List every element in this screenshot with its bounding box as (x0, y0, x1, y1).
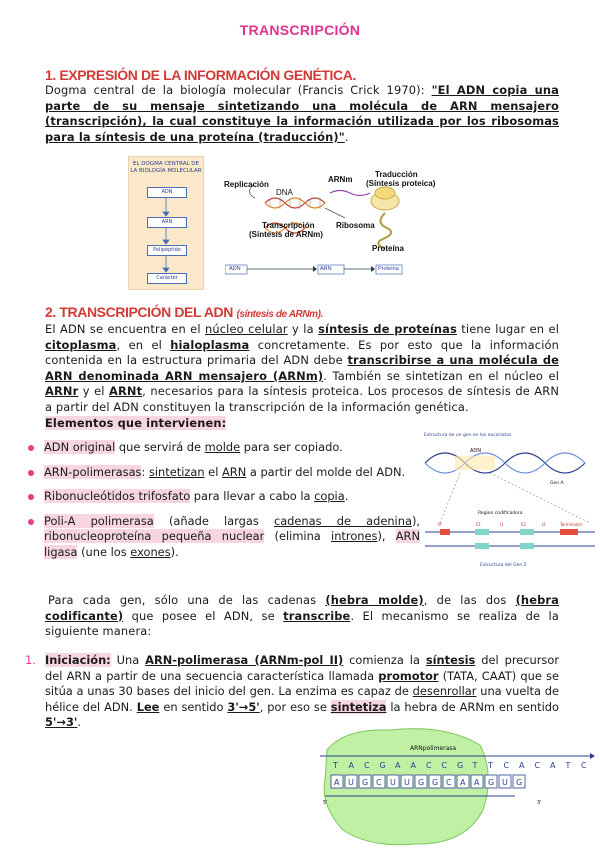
section-2-heading-main: 2. TRANSCRIPCIÓN DEL ADN (45, 304, 233, 320)
bullet-term: ARN-polimerasas (44, 464, 142, 479)
label-dna: DNA (276, 188, 293, 197)
step-term: 5'→3' (45, 715, 78, 730)
step-text-part: (TATA, CAAT) que se sitúa a unas 30 bases del inicio del gen. La enzima es capaz de (45, 668, 559, 699)
dogma-box-polipeptido: Polipéptido (147, 245, 187, 256)
bullet-term: ARN ligasa (44, 529, 420, 559)
bullet-term: ARN (221, 464, 247, 479)
bullet-term: cadenas de adenina (273, 513, 412, 528)
s2-term-transcribirse: transcribirse a una molécula de ARN denominada ARN mensajero (ARNm) (45, 353, 559, 383)
label-replicacion: Replicación (224, 180, 269, 189)
gene-structure-svg (420, 428, 600, 570)
list-item (25, 489, 420, 505)
rna-base: U (502, 778, 508, 787)
rna-base: A (460, 778, 466, 787)
dna-base: T (333, 761, 338, 770)
s2-text: y el (78, 384, 109, 399)
s2-text: tiene lugar en el (456, 322, 560, 336)
bullet-text: . (344, 489, 349, 503)
section-2-heading-small: (síntesis de ARNm). (236, 309, 323, 320)
bullet-text: que servirá de (115, 440, 205, 454)
dna-base: C (503, 761, 510, 770)
bullet-text: a partir del molde del ADN. (246, 464, 406, 479)
step-term: Lee (136, 699, 160, 714)
step-text-part: comienza la (343, 653, 426, 667)
fig3-code: I2 (542, 522, 546, 527)
step-term: Iniciación: (45, 653, 111, 667)
dna-base: A (550, 761, 556, 770)
s2-text: concretamente. Es por esto que la información contenida en la estructura primaria del ADN debe (45, 337, 559, 368)
fig4-end-left: 5' (323, 800, 328, 806)
fig3-code: Terminador (560, 522, 583, 527)
dna-base: A (395, 761, 401, 770)
list-item (25, 440, 420, 456)
rna-base: C (446, 778, 452, 787)
s2-text: . También se sintetizan en el núcleo el (323, 368, 560, 383)
dna-base: A (519, 761, 525, 770)
step-term: síntesis (425, 653, 476, 667)
label-arnm: ARNm (328, 175, 353, 184)
s2-term-citoplasma: citoplasma (45, 337, 117, 352)
section-1-paragraph (45, 83, 559, 145)
step-term: sintetiza (330, 699, 387, 714)
s2-text: El ADN se encuentra en el (45, 322, 206, 336)
bullet-term: Ribonucleótidos trifosfato (44, 489, 191, 503)
bullet-text: ), (377, 529, 396, 543)
p3-text: . El mecanismo se realiza de la siguiente manera: (45, 608, 560, 639)
p3-term-hebra-codificante: (hebra codificante) (45, 593, 559, 623)
step-term: ARN-polimerasa (ARNm-pol II) (145, 653, 344, 667)
bullet-term: ribonucleoproteína pequeña nuclear (44, 529, 265, 543)
gene-structure-figure (420, 428, 600, 570)
dogma-caption: EL DOGMA CENTRAL DE LA BIOLOGÍA MOLECULAR (130, 161, 202, 174)
dogma-box-caracter: Carácter (147, 273, 187, 284)
dna-base: C (426, 761, 432, 770)
rna-polymerase-svg (315, 720, 600, 848)
s2-term-hialoplasma: hialoplasma (170, 337, 250, 352)
fig3-code: E2 (521, 522, 527, 527)
step-number: 1. (25, 653, 36, 667)
dna-base: A (348, 761, 354, 770)
rna-base: A (474, 778, 480, 787)
label-ribosoma: Ribosoma (336, 221, 375, 230)
bullet-text: (elimina (264, 529, 332, 543)
dogma-diagram (128, 156, 204, 290)
elements-title: Elementos que intervienen: (45, 415, 227, 430)
s2-term-arnr: ARNr (45, 384, 79, 399)
s2-text: y la (287, 322, 319, 336)
bullet-term: ADN original (44, 440, 116, 454)
p3-term-transcribe: transcribe (283, 608, 351, 623)
s2-text: , en el (116, 337, 171, 352)
rna-base: G (362, 778, 369, 787)
rna-base: C (376, 778, 382, 787)
rna-base: G (516, 778, 523, 787)
dna-base: C (364, 761, 370, 770)
step-term: promotor (378, 668, 439, 683)
dna-base: C (441, 761, 448, 770)
dna-base: C (581, 761, 587, 770)
label-proteina: Proteína (372, 244, 405, 253)
bullet-term: copia (314, 489, 345, 503)
flow-proteina: Proteína (378, 266, 399, 272)
s1-intro: Dogma central de la biología molecular (Francis Crick 1970): (45, 83, 432, 97)
rna-base: G (418, 778, 425, 787)
label-traduccion: Traducción (375, 170, 418, 179)
dogma-box-adn: ADN (147, 187, 187, 198)
label-transcripcion: Transcripción (262, 221, 315, 230)
dna-base: C (534, 761, 541, 770)
flow-adn: ADN (229, 266, 241, 272)
section-2-heading (45, 304, 323, 320)
s1-end: . (344, 129, 349, 144)
dogma-arrows (129, 157, 203, 289)
bullet-text: para ser copiado. (240, 440, 343, 454)
bullet-text: ), (411, 513, 421, 528)
step-text-part: una vuelta de hélice del ADN. (45, 684, 559, 714)
page-title: TRANSCRIPCIÓN (239, 22, 361, 38)
dna-base: T (472, 761, 478, 770)
bullet-term: sintetizan (148, 464, 205, 479)
p3-term-hebra-molde: (hebra molde) (325, 593, 424, 607)
step-text-part: la hebra de ARNm en sentido (386, 699, 559, 714)
dna-base: G (457, 761, 464, 770)
bullet-text: para llevar a cabo la (190, 489, 315, 503)
paragraph-hebras (45, 593, 559, 640)
step-text-part: del precursor del ARN a partir de una secuencia característica llamada (45, 653, 560, 683)
elements-list (25, 440, 420, 569)
fig3-caption-mid: Region codificadora (478, 511, 523, 516)
flow-arn: ARN (320, 266, 332, 272)
fig4-end-right: 3' (537, 800, 542, 806)
s2-text: , necesarios para la síntesis proteica. Los procesos de síntesis de ARN a partir del ADN constituyen la transcripción de la información genética. (45, 384, 559, 414)
bullet-text: el (204, 464, 222, 479)
bullet-term: Poli-A polimerasa (44, 513, 154, 528)
dna-base: T (488, 761, 493, 770)
fig4-label: ARNpolimerasa (410, 745, 457, 752)
step-text-part: , por eso se (259, 699, 331, 714)
step-term: 3'→5' (227, 699, 260, 714)
step-text-part: Una (110, 653, 146, 667)
s1-quote: "El ADN copia una parte de su mensaje sintetizando una molécula de ARN mensajero (transcripción), la cual constituye la información utilizada por los ribosomas para la síntesis de una proteína (traducción)" (45, 83, 559, 144)
bullet-text: : (141, 464, 149, 479)
label-sintesis-arnm: (Síntesis de ARNm) (249, 230, 323, 239)
bullet-term: exones (130, 544, 171, 559)
section-2-paragraph (45, 322, 559, 431)
rna-base: U (348, 778, 354, 787)
dna-base: T (565, 761, 571, 770)
fig3-gen-label: Gen A (550, 481, 564, 486)
list-item (25, 465, 420, 481)
bullet-text: (añade largas (153, 513, 274, 528)
fig3-code: E1 (476, 522, 482, 527)
rna-base: G (488, 778, 495, 787)
rna-polymerase-figure (315, 720, 600, 848)
fig3-adn-label: ADN (470, 448, 482, 454)
s2-term-sintesis: síntesis de proteínas (318, 322, 457, 336)
label-sintesis-proteica: (Síntesis proteica) (366, 179, 436, 188)
bullet-text: (une los (77, 544, 131, 559)
step-text-part: en sentido (159, 699, 228, 714)
dna-base: G (379, 761, 386, 770)
section-1-heading: 1. EXPRESIÓN DE LA INFORMACIÓN GENÉTICA. (45, 67, 356, 83)
bullet-term: intrones (331, 529, 378, 543)
p3-text: , de las dos (423, 593, 516, 607)
fig3-code: PI (438, 522, 442, 527)
step-term: desenrollar (412, 684, 477, 699)
rna-base: A (334, 778, 340, 787)
step-text-part: . (77, 715, 81, 730)
list-item (25, 514, 420, 561)
p3-text: que posee el ADN, se (123, 608, 284, 623)
bullet-text: ). (170, 544, 179, 559)
rna-base: U (404, 778, 410, 787)
rna-base: U (390, 778, 396, 787)
dogma-box-arn: ARN (147, 217, 187, 228)
s2-term-nucleo: núcleo celular (205, 322, 288, 336)
rna-base: G (432, 778, 439, 787)
fig3-caption-top: Estructura de un gen en los eucariotas (424, 433, 512, 438)
fig3-caption-bottom: Estructura del Gen 2 (480, 563, 527, 568)
s2-term-arnt: ARNt (109, 384, 143, 399)
p3-text: Para cada gen, sólo una de las cadenas (48, 593, 326, 607)
bullet-term: molde (204, 440, 241, 454)
fig3-code: I1 (500, 522, 504, 527)
dna-base: A (410, 761, 416, 770)
